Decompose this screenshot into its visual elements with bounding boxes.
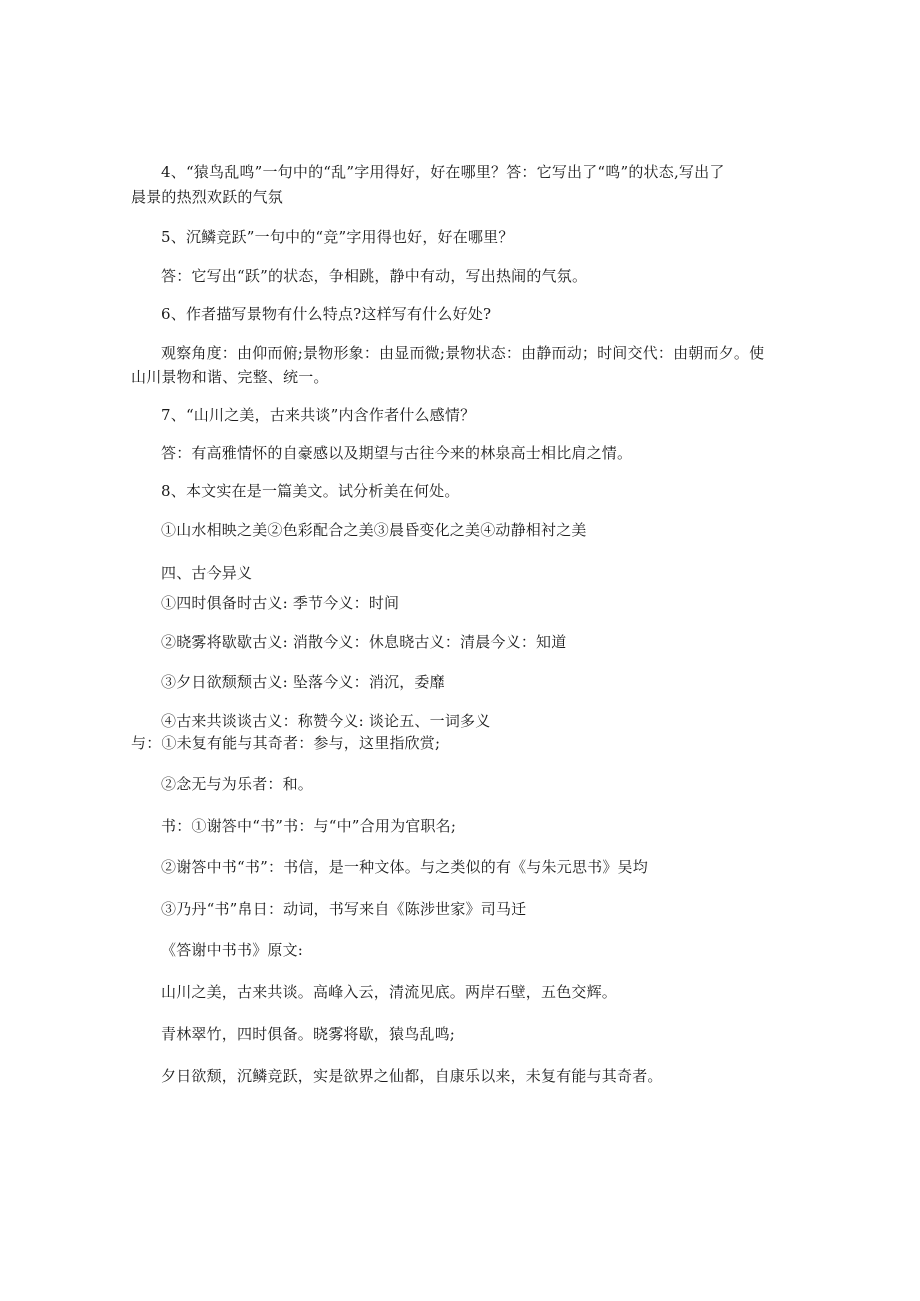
ancient-modern-3: ③夕日欲颓颓古义: 坠落今义：消沉，委靡 (161, 673, 445, 691)
polysemy-yu-2: ②念无与为乐者：和。 (161, 775, 314, 793)
original-text-line-2: 青林翠竹，四时俱备。晓雾将歇，猿鸟乱鸣; (161, 1025, 456, 1043)
ancient-modern-2: ②晓雾将歇歇古义: 消散今义：休息晓古义：清晨今义：知道 (161, 633, 567, 651)
question-4-line-1: 4、“猿鸟乱鸣”一句中的“乱”字用得好，好在哪里？答：它写出了“鸣”的状态,写出了 (161, 163, 725, 181)
original-text-title: 《答谢中书书》原文: (161, 941, 304, 959)
ancient-modern-1: ①四时俱备时古义: 季节今义：时间 (161, 594, 400, 612)
ancient-modern-4: ④古来共谈谈古义：称赞今义: 谈论五、一词多义 (161, 712, 491, 730)
question-6: 6、作者描写景物有什么特点?这样写有什么好处? (161, 305, 492, 323)
answer-7: 答：有高雅情怀的自豪感以及期望与古往今来的林泉高士相比肩之情。 (161, 444, 633, 462)
polysemy-shu-3: ③乃丹“书”帛日：动词，书写来自《陈涉世家》司马迁 (161, 900, 527, 918)
polysemy-shu-1: 书：①谢答中“书”书：与“中”合用为官职名; (161, 817, 457, 835)
section-4-title: 四、古今异义 (161, 564, 253, 582)
answer-8: ①山水相映之美②色彩配合之美③晨昏变化之美④动静相衬之美 (161, 521, 587, 539)
polysemy-shu-2: ②谢答中书“书”：书信，是一种文体。与之类似的有《与朱元思书》吴均 (161, 858, 648, 876)
answer-6-line-1: 观察角度：由仰而俯;景物形象：由显而微;景物状态：由静而动；时间交代：由朝而夕。使 (161, 344, 765, 362)
question-4-line-2: 晨景的热烈欢跃的气氛 (131, 188, 284, 206)
question-8: 8、本文实在是一篇美文。试分析美在何处。 (161, 482, 460, 500)
polysemy-yu-1: 与：①未复有能与其奇者：参与，这里指欣赏; (131, 734, 441, 752)
original-text-line-1: 山川之美，古来共谈。高峰入云，清流见底。两岸石壁，五色交辉。 (161, 983, 618, 1001)
original-text-line-3: 夕日欲颓，沉鳞竞跃，实是欲界之仙都，自康乐以来，未复有能与其奇者。 (161, 1067, 663, 1085)
question-7: 7、“山川之美，古来共谈”内含作者什么感情？ (161, 406, 476, 424)
answer-5: 答：它写出“跃”的状态，争相跳，静中有动，写出热闹的气氛。 (161, 267, 588, 285)
question-5: 5、沉鳞竞跃”一句中的“竞”字用得也好，好在哪里？ (161, 228, 514, 246)
answer-6-line-2: 山川景物和谐、完整、统一。 (131, 368, 329, 386)
